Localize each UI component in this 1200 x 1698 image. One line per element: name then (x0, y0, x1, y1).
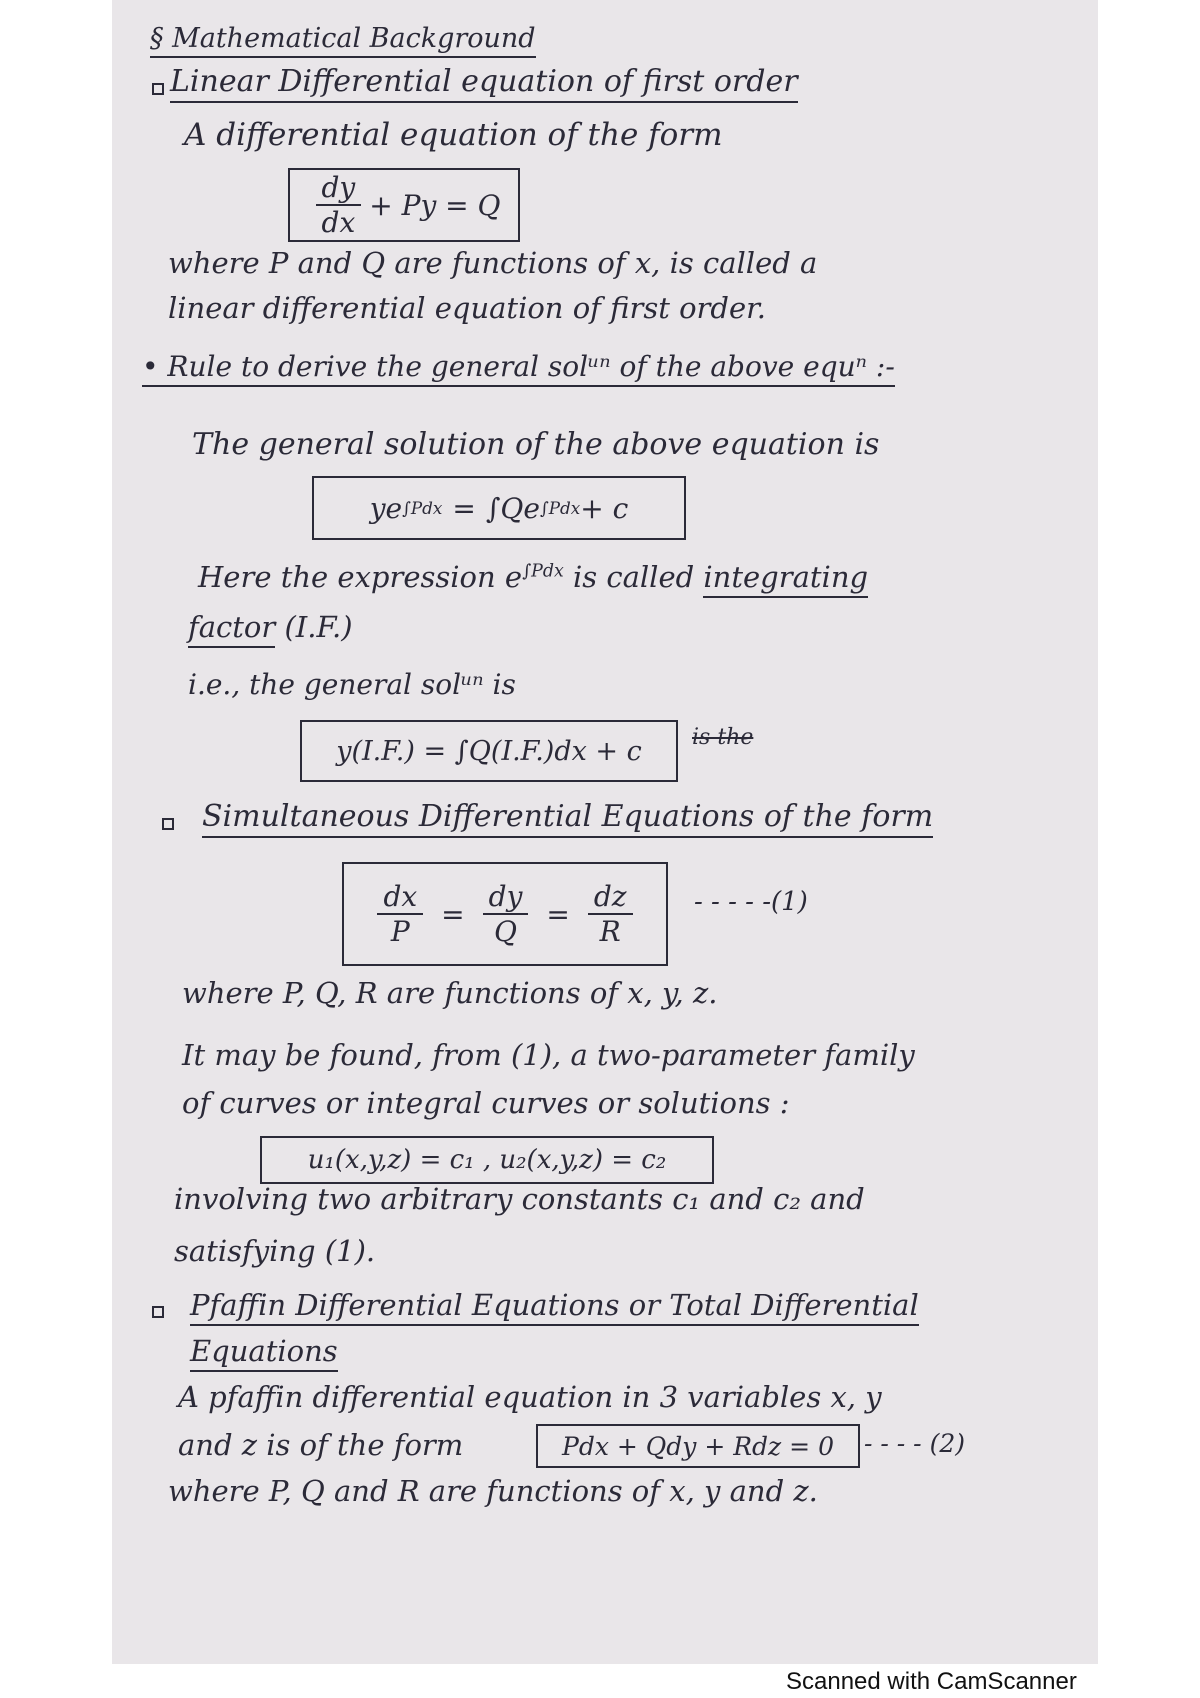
sec2-title-text: Simultaneous Differential Equations of the form (202, 799, 933, 838)
here-exponent: ∫Pdx (522, 561, 564, 582)
sec3-title-text: Pfaffin Differential Equations or Total Differential (190, 1288, 919, 1326)
dy-over-q-fraction (483, 880, 529, 948)
scanned-notebook-page (112, 0, 1098, 1664)
sec1-title (170, 65, 798, 98)
linear-ode-equation-box (288, 168, 520, 242)
factor-term: factor (188, 610, 275, 648)
fraction-numerator: dx (377, 880, 423, 915)
integrating-term: integrating (703, 560, 868, 598)
equals-sign: = (546, 897, 570, 931)
sec3-title-line2 (190, 1336, 338, 1368)
simultaneous-equation-box (342, 862, 668, 966)
solution-lhs: ye (369, 491, 403, 525)
sec3-line1: A pfaffin differential equation in 3 variables x, y (178, 1380, 882, 1414)
here-text: Here the expression e (198, 560, 523, 594)
solution-constant: + c (580, 491, 629, 525)
sec3-title-line1 (190, 1290, 919, 1322)
sec3-line3: where P, Q and R are functions of x, y and z. (168, 1474, 818, 1508)
section-heading-text: § Mathematical Background (150, 23, 536, 58)
equals-sign: = (441, 897, 465, 931)
solution-rhs-exponent: ∫Pdx (539, 498, 581, 518)
camscanner-watermark: Scanned with CamScanner (786, 1668, 1077, 1695)
factor-line (188, 612, 353, 644)
fraction-denominator: P (390, 915, 410, 948)
integral-curves-box: u₁(x,y,z) = c₁ , u₂(x,y,z) = c₂ (260, 1136, 714, 1184)
equation-remainder: + Py = Q (369, 188, 501, 222)
sec1-desc-line2: linear differential equation of first order. (168, 291, 767, 325)
called-text: is called (563, 560, 704, 594)
if-solution-box: y(I.F.) = ∫Q(I.F.)dx + c (300, 720, 678, 782)
equation-label-2: - - - - (2) (864, 1429, 965, 1458)
fraction-denominator: dx (321, 206, 356, 239)
sec3-title2-text: Equations (190, 1334, 338, 1372)
equation-label-1: - - - - -(1) (694, 887, 808, 917)
sec1-intro: A differential equation of the form (184, 117, 723, 153)
sec2-where-line: where P, Q, R are functions of x, y, z. (182, 976, 718, 1010)
fraction-numerator: dz (588, 880, 633, 915)
general-solution-intro: The general solution of the above equation is (192, 427, 880, 462)
rule-heading-text: • Rule to derive the general solᵘⁿ of the above equⁿ :- (142, 350, 895, 387)
ie-line: i.e., the general solᵘⁿ is (188, 668, 516, 701)
section-heading (150, 24, 536, 54)
dx-over-p-fraction (377, 880, 423, 948)
checkbox-bullet-icon (152, 83, 164, 95)
pfaffian-equation-box: Pdx + Qdy + Rdz = 0 (536, 1424, 860, 1468)
sec2-found-line2: of curves or integral curves or solutions : (182, 1086, 790, 1120)
sec2-found-line1: It may be found, from (1), a two-parameter family (182, 1038, 915, 1072)
fraction-denominator: R (599, 915, 621, 948)
sec3-line2-text: and z is of the form (178, 1428, 464, 1462)
solution-rhs: ∫Qe (485, 491, 540, 525)
dz-over-r-fraction (588, 880, 633, 948)
fraction-denominator: Q (494, 915, 517, 948)
equals-sign: = (452, 491, 476, 525)
dy-dx-fraction (316, 171, 362, 239)
fraction-numerator: dy (316, 171, 362, 206)
sec1-desc-line1: where P and Q are functions of x, is called a (168, 246, 818, 280)
sec2-title (202, 800, 933, 833)
general-solution-box (312, 476, 686, 540)
checkbox-bullet-icon (152, 1306, 164, 1318)
solution-lhs-exponent: ∫Pdx (402, 498, 443, 518)
sec1-title-text: Linear Differential equation of first order (170, 64, 798, 103)
if-abbrev: (I.F.) (275, 610, 353, 644)
struck-text: is the (692, 725, 754, 750)
integrating-factor-line (198, 562, 868, 594)
checkbox-bullet-icon (162, 818, 174, 830)
sec2-involve-line2: satisfying (1). (174, 1234, 376, 1268)
fraction-numerator: dy (483, 880, 529, 915)
sec2-involve-line1: involving two arbitrary constants c₁ and c₂ and (174, 1182, 865, 1216)
rule-heading (142, 352, 895, 383)
